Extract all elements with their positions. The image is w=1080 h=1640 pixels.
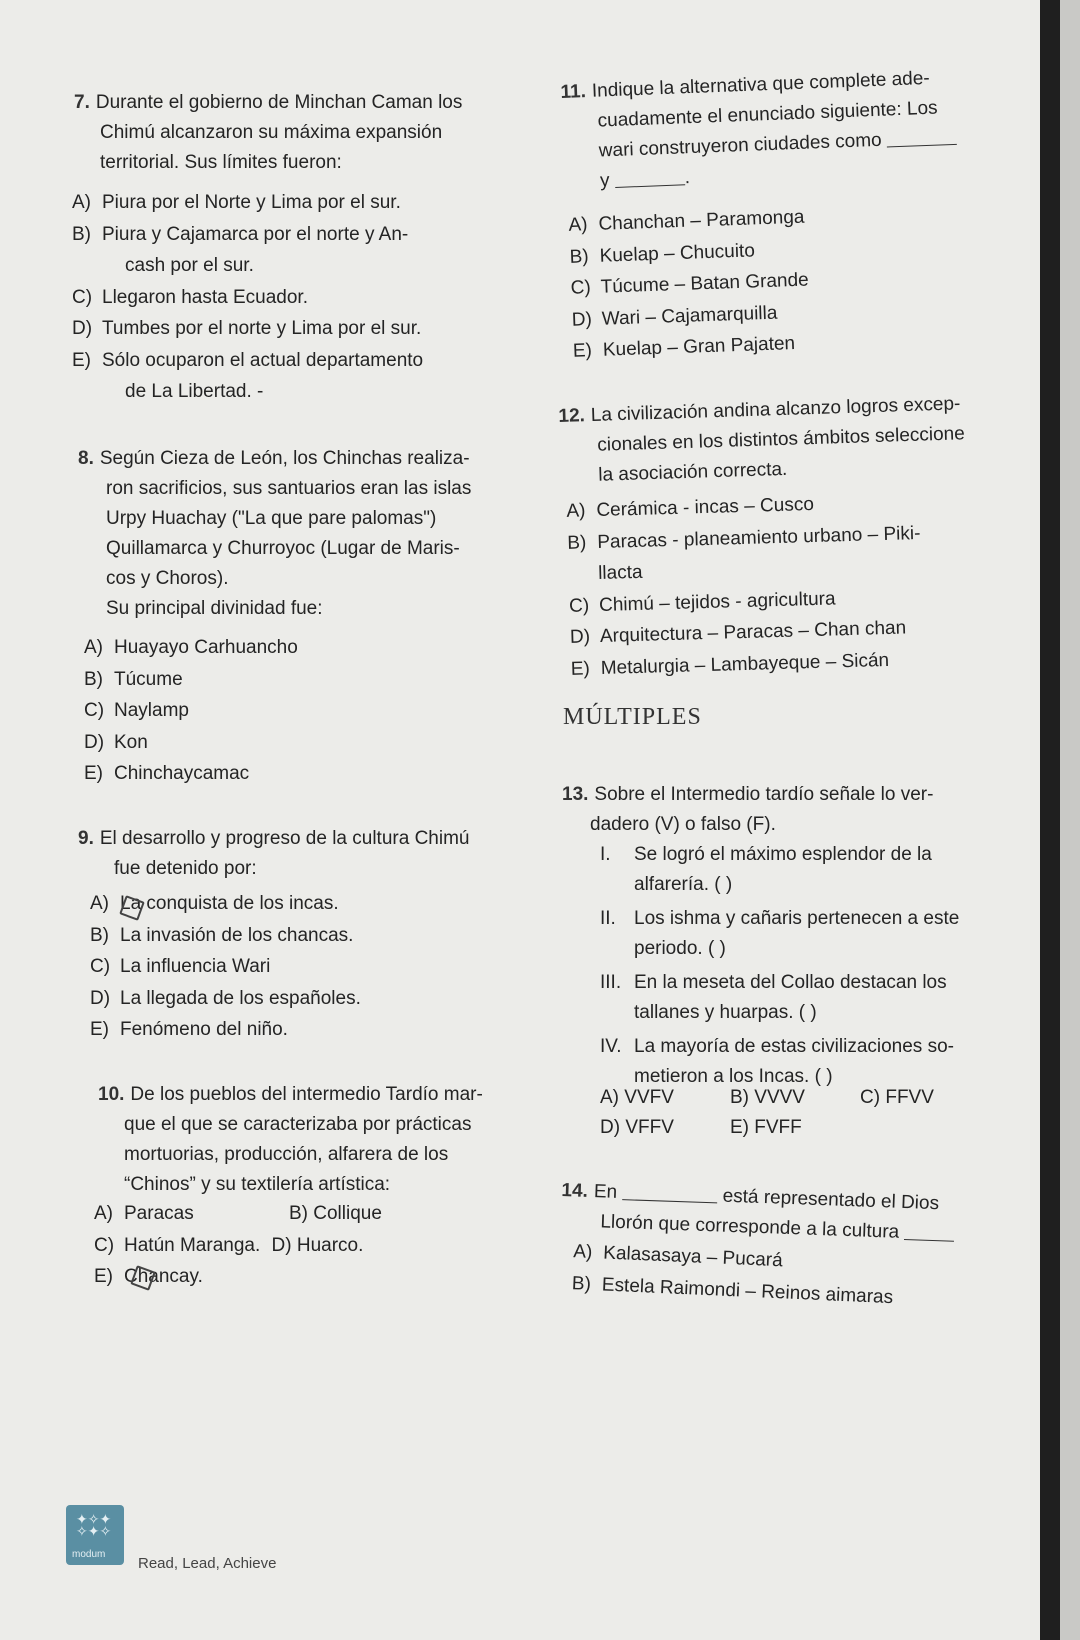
fill-in-blank[interactable] — [886, 126, 957, 148]
option-a[interactable]: A) VVFV — [600, 1087, 674, 1108]
option-e[interactable]: E) Kuelap – Gran Pajaten — [572, 333, 796, 362]
question-9-line-1: 9. El desarrollo y progreso de la cultura Chimú — [78, 828, 470, 849]
tagline: Read, Lead, Achieve — [138, 1555, 277, 1572]
option-d[interactable]: D) La llegada de los españoles. — [90, 987, 361, 1009]
question-7-line-1: 7. Durante el gobierno de Minchan Caman los — [74, 92, 463, 113]
question-number: 12. — [558, 405, 586, 427]
question-number: 13. — [562, 784, 589, 805]
option-b[interactable]: B) Paracas - planeamiento urbano – Piki- — [567, 522, 921, 554]
question-13-line-2: dadero (V) o falso (F). — [590, 814, 776, 835]
option-c[interactable]: C) FFVV — [860, 1087, 934, 1108]
fill-in-blank[interactable] — [614, 166, 685, 188]
option-a[interactable]: A) Chanchan – Paramonga — [568, 206, 805, 236]
logo-text: modum — [72, 1549, 106, 1560]
options-row-3 — [90, 1261, 530, 1293]
option-a[interactable]: A) Piura por el Norte y Lima por el sur. — [72, 192, 401, 213]
question-8-line-3: Urpy Huachay ("La que pare palomas") — [106, 508, 437, 529]
question-number: 8. — [78, 448, 94, 469]
question-13-statements — [600, 840, 1000, 1092]
fill-in-blank[interactable] — [904, 1221, 955, 1242]
options-row-1 — [600, 1083, 1000, 1113]
question-12 — [558, 388, 1001, 492]
question-10-line-2: que el que se caracterizaba por prácticas — [124, 1114, 472, 1135]
question-9 — [78, 824, 518, 884]
statement-4: IV. La mayoría de estas civilizaciones so- — [600, 1036, 954, 1057]
option-e[interactable]: E) Fenómeno del niño. — [90, 1019, 288, 1040]
option-d[interactable]: D) Arquitectura – Paracas – Chan chan — [569, 617, 907, 648]
option-b-continued: cash por el sur. — [125, 255, 254, 276]
option-a[interactable]: A) Kalasasaya – Pucará — [572, 1241, 784, 1272]
question-number: 11. — [560, 81, 587, 103]
option-c[interactable]: C) Hatún Maranga. — [94, 1234, 261, 1256]
option-c[interactable]: C) Chimú – tejidos - agricultura — [568, 587, 836, 617]
page-edge-shadow — [1040, 0, 1060, 1640]
question-13-options — [600, 1083, 1000, 1143]
question-9-line-2: fue detenido por: — [114, 858, 257, 879]
option-b[interactable]: B) VVVV — [730, 1087, 805, 1108]
question-13 — [562, 780, 992, 840]
option-e[interactable]: E) Chancay. — [94, 1266, 203, 1287]
fill-in-blank[interactable] — [622, 1181, 718, 1203]
question-number: 7. — [74, 92, 90, 113]
question-11-line-4: y . — [599, 167, 691, 192]
question-number: 14. — [561, 1179, 589, 1202]
option-e[interactable]: E) FVFF — [730, 1117, 802, 1138]
statement-2: II. Los ishma y cañaris pertenecen a este — [600, 908, 960, 929]
question-11 — [560, 61, 1004, 198]
question-10-options — [90, 1198, 530, 1293]
question-11-line-2: cuadamente el enunciado siguiente: Los — [597, 97, 938, 132]
question-9-options — [86, 888, 526, 1046]
question-10-line-3: mortuorias, producción, alfarera de los — [124, 1144, 449, 1165]
question-8-line-5: cos y Choros). — [106, 568, 229, 589]
question-7-line-2: Chimú alcanzaron su máxima expansión — [100, 122, 443, 143]
question-7-line-3: territorial. Sus límites fueron: — [100, 152, 342, 173]
publisher-logo-icon — [66, 1505, 124, 1565]
question-12-line-2: cionales en los distintos ámbitos seleccione — [597, 423, 966, 456]
question-7 — [74, 88, 514, 178]
option-b[interactable]: B) Collique — [288, 1203, 382, 1224]
question-11-options — [564, 195, 1009, 368]
option-b[interactable]: B) Estela Raimondi – Reinos aimaras — [571, 1272, 894, 1308]
option-a[interactable]: A) Cerámica - incas – Cusco — [566, 493, 815, 522]
question-13-line-1: 13. Sobre el Intermedio tardío señale lo ver- — [562, 784, 934, 805]
option-e-continued: de La Libertad. - — [125, 381, 264, 402]
question-7-options — [68, 187, 508, 408]
question-8-line-6: Su principal divinidad fue: — [106, 598, 323, 619]
option-a[interactable]: A) La conquista de los incas. — [90, 893, 339, 914]
options-row-2 — [90, 1230, 530, 1262]
question-14-line-1: 14. En está representado el Dios — [561, 1179, 940, 1215]
statement-4-answer[interactable]: metieron a los Incas. ( ) — [634, 1066, 833, 1087]
option-d[interactable]: D) Huarco. — [271, 1234, 364, 1256]
option-a[interactable]: A) Paracas — [94, 1203, 194, 1224]
question-12-line-1: 12. La civilización andina alcanzo logros excep- — [558, 393, 961, 427]
statement-3-answer[interactable]: tallanes y huarpas. ( ) — [634, 1002, 817, 1023]
question-number: 9. — [78, 828, 94, 849]
statement-3: III. En la meseta del Collao destacan los — [600, 972, 947, 993]
question-10 — [98, 1080, 538, 1200]
option-d[interactable]: D) VFFV — [600, 1117, 674, 1138]
statement-1-answer[interactable]: alfarería. ( ) — [634, 874, 733, 895]
question-12-options — [562, 484, 1007, 685]
question-8-line-4: Quillamarca y Churroyoc (Lugar de Maris- — [106, 538, 460, 559]
question-10-line-4: “Chinos” y su textilería artística: — [124, 1174, 391, 1195]
option-a[interactable]: A) Huayayo Carhuancho — [84, 637, 298, 658]
option-b[interactable]: B) Piura y Cajamarca por el norte y An- — [72, 223, 409, 245]
option-c[interactable]: C) Naylamp — [84, 700, 189, 721]
dots-pattern-icon: ✦✧✦ ✧✦✧ — [76, 1511, 112, 1539]
question-11-line-1: 11. Indique la alternativa que complete ade- — [560, 67, 931, 103]
option-b[interactable]: B) Túcume — [84, 668, 183, 690]
option-d[interactable]: D) Tumbes por el norte y Lima por el sur. — [72, 318, 422, 339]
option-d[interactable]: D) Kon — [84, 731, 148, 753]
option-b[interactable]: B) La invasión de los chancas. — [90, 924, 354, 946]
option-c[interactable]: C) Túcume – Batan Grande — [570, 269, 810, 299]
section-title: MÚLTIPLES — [563, 704, 702, 730]
option-c[interactable]: C) La influencia Wari — [90, 956, 271, 977]
option-e[interactable]: E) Metalurgia – Lambayeque – Sicán — [570, 649, 890, 680]
question-number: 10. — [98, 1084, 125, 1105]
option-e[interactable]: E) Chinchaycamac — [84, 763, 250, 784]
option-b-continued: llacta — [597, 561, 643, 585]
option-e[interactable]: E) Sólo ocuparon el actual departamento — [72, 349, 424, 371]
option-c[interactable]: C) Llegaron hasta Ecuador. — [72, 286, 308, 308]
option-b[interactable]: B) Kuelap – Chucuito — [569, 239, 756, 268]
question-8 — [78, 444, 518, 624]
statement-2-answer[interactable]: periodo. ( ) — [634, 938, 726, 959]
question-14-line-2: Llorón que corresponde a la cultura — [560, 1206, 991, 1251]
statement-1: I. Se logró el máximo esplendor de la — [600, 844, 932, 865]
question-10-line-1: 10. De los pueblos del intermedio Tardío mar- — [98, 1084, 483, 1105]
options-row-2 — [600, 1113, 1000, 1143]
question-12-line-3: la asociación correcta. — [597, 458, 788, 486]
question-8-line-2: ron sacrificios, sus santuarios eran las islas — [106, 478, 472, 499]
question-8-options — [80, 632, 520, 790]
options-row-1 — [90, 1198, 530, 1230]
option-d[interactable]: D) Wari – Cajamarquilla — [571, 302, 778, 331]
question-11-line-3: wari construyeron ciudades como — [562, 121, 1003, 168]
question-8-line-1: 8. Según Cieza de León, los Chinchas realiza- — [78, 448, 470, 469]
